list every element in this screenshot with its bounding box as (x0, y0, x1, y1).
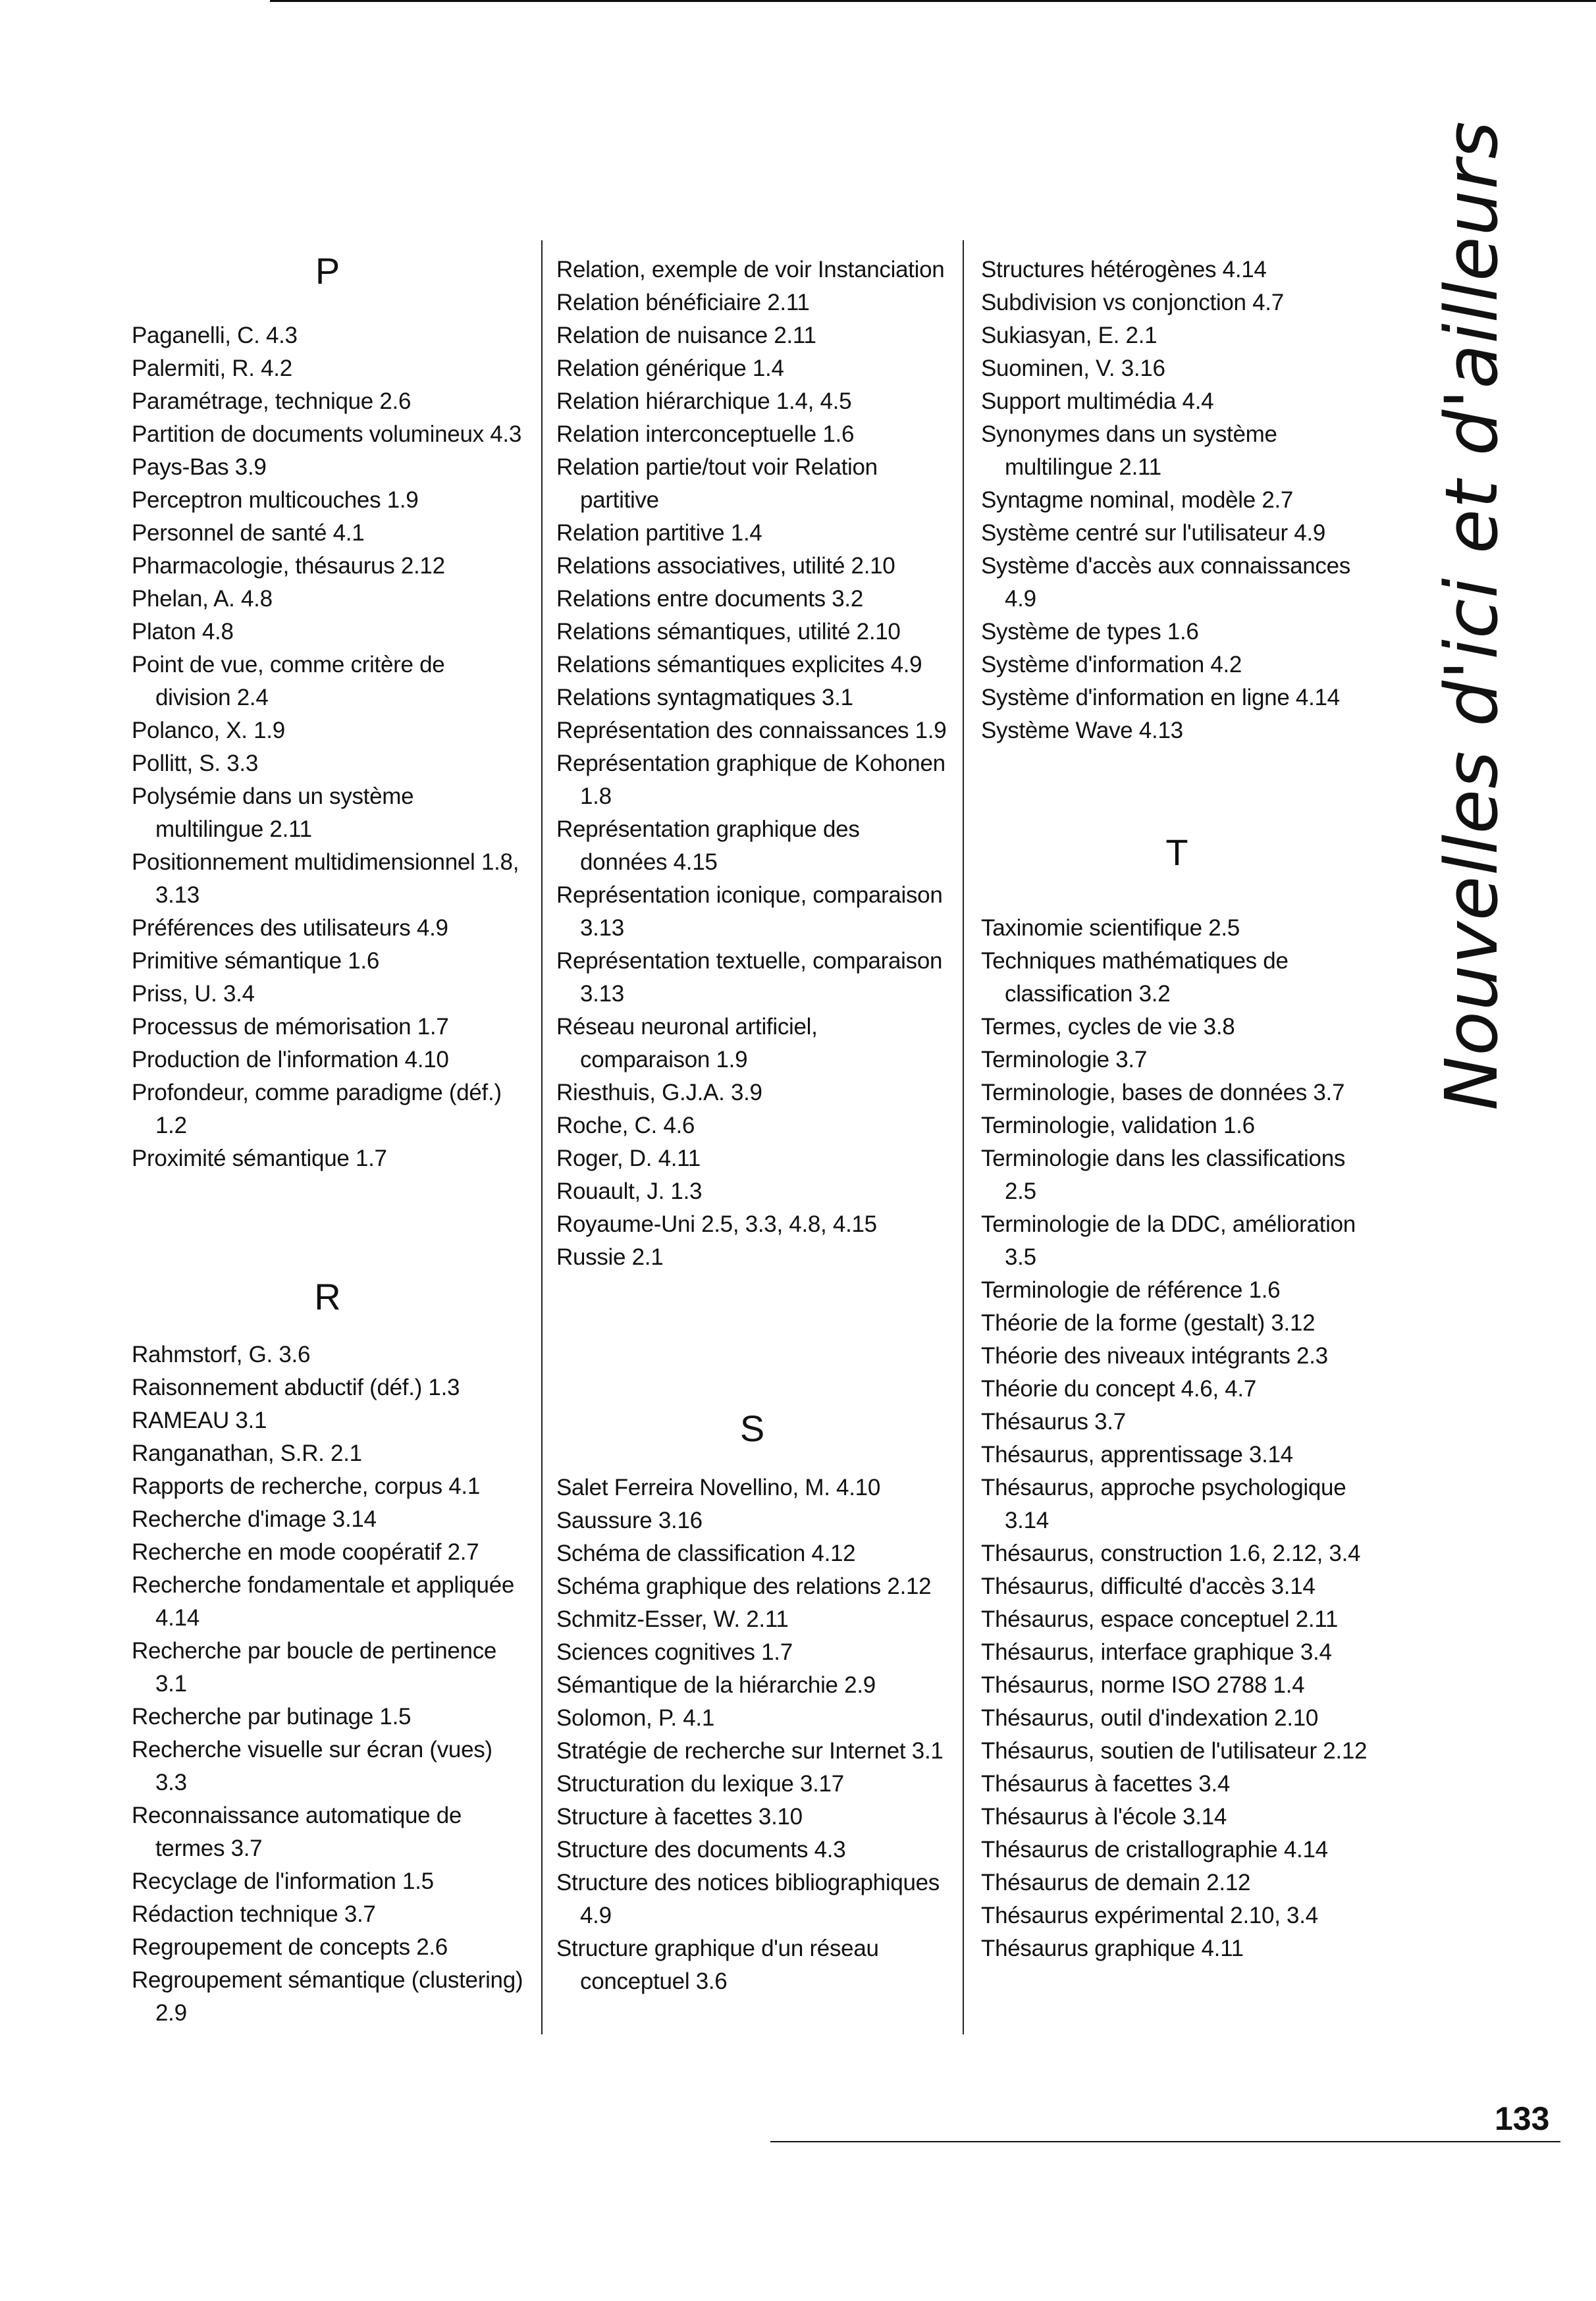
index-entry: Sémantique de la hiérarchie 2.9 (556, 1672, 876, 1698)
index-entry: Thésaurus de cristallographie 4.14 (981, 1837, 1328, 1863)
entries-s-continued (981, 253, 1373, 747)
column-divider-left (541, 240, 543, 2034)
index-entry: Thésaurus 3.7 (981, 1409, 1126, 1435)
index-entry: Relations entre documents 3.2 (556, 586, 864, 612)
section-letter-r: R (314, 1276, 341, 1317)
index-entry: Techniques mathématiques de classification 3.2 (981, 948, 1289, 1007)
index-entry: Priss, U. 3.4 (132, 981, 255, 1007)
index-entry: Relation, exemple de voir Instanciation (556, 257, 945, 282)
index-entry: Paganelli, C. 4.3 (132, 323, 298, 348)
index-entry: Théorie de la forme (gestalt) 3.12 (981, 1310, 1316, 1336)
index-entry: Relation générique 1.4 (556, 356, 784, 381)
index-entry: Représentation textuelle, comparaison 3.13 (556, 948, 943, 1007)
index-entry: Ranganathan, S.R. 2.1 (132, 1441, 362, 1466)
index-entry: Proximité sémantique 1.7 (132, 1146, 387, 1171)
index-entry: Syntagme nominal, modèle 2.7 (981, 487, 1294, 513)
index-entry: Structure des documents 4.3 (556, 1837, 846, 1863)
index-entry: Système centré sur l'utilisateur 4.9 (981, 520, 1326, 546)
index-entry: Raisonnement abductif (déf.) 1.3 (132, 1375, 460, 1400)
index-entry: Thésaurus à facettes 3.4 (981, 1771, 1231, 1797)
index-entry: Taxinomie scientifique 2.5 (981, 915, 1240, 941)
index-entry: Relations syntagmatiques 3.1 (556, 685, 853, 710)
index-entry: Polysémie dans un système multilingue 2.11 (132, 783, 414, 842)
index-entry: Structure graphique d'un réseau conceptuel 3.6 (556, 1936, 879, 1994)
index-entry: Schmitz-Esser, W. 2.11 (556, 1606, 789, 1632)
index-entry: Représentation graphique de Kohonen 1.8 (556, 751, 945, 809)
index-entry: Système Wave 4.13 (981, 718, 1183, 743)
index-entry: Système d'accès aux connaissances 4.9 (981, 553, 1350, 612)
index-entry: Thésaurus, norme ISO 2788 1.4 (981, 1672, 1305, 1698)
index-entry: Thésaurus, approche psychologique 3.14 (981, 1475, 1346, 1533)
index-entry: Représentation des connaissances 1.9 (556, 718, 947, 743)
index-entry: Thésaurus, outil d'indexation 2.10 (981, 1705, 1319, 1731)
index-entry: Schéma de classification 4.12 (556, 1541, 856, 1566)
index-entry: Système d'information 4.2 (981, 652, 1242, 677)
index-entry: Terminologie, validation 1.6 (981, 1113, 1255, 1138)
index-entry: Recherche par butinage 1.5 (132, 1704, 412, 1730)
index-entry: Positionnement multidimensionnel 1.8, 3.13 (132, 849, 519, 908)
index-entry: Royaume-Uni 2.5, 3.3, 4.8, 4.15 (556, 1211, 877, 1237)
index-entry: Structure à facettes 3.10 (556, 1804, 803, 1830)
running-title (1416, 120, 1528, 1111)
index-entry: Relation hiérarchique 1.4, 4.5 (556, 388, 852, 414)
index-entry: Stratégie de recherche sur Internet 3.1 (556, 1738, 944, 1764)
bottom-rule (770, 2141, 1560, 2142)
index-entry: Rédaction technique 3.7 (132, 1901, 376, 1927)
top-rule (270, 0, 1596, 2)
index-entry: Paramétrage, technique 2.6 (132, 388, 412, 414)
index-entry: Relations associatives, utilité 2.10 (556, 553, 895, 579)
index-entry: Processus de mémorisation 1.7 (132, 1014, 449, 1040)
index-entry: Personnel de santé 4.1 (132, 520, 365, 546)
index-entry: Profondeur, comme paradigme (déf.) 1.2 (132, 1080, 502, 1138)
index-entry: Point de vue, comme critère de division 2.4 (132, 652, 445, 710)
index-entry: Polanco, X. 1.9 (132, 718, 285, 743)
index-entry: Thésaurus expérimental 2.10, 3.4 (981, 1903, 1318, 1928)
index-entry: Synonymes dans un système multilingue 2.11 (981, 421, 1277, 480)
index-entry: Structure des notices bibliographiques 4.9 (556, 1870, 940, 1928)
index-entry: Schéma graphique des relations 2.12 (556, 1574, 932, 1599)
entries-r-continued (556, 253, 948, 1274)
index-entry: RAMEAU 3.1 (132, 1408, 267, 1433)
index-entry: Solomon, P. 4.1 (556, 1705, 715, 1731)
index-entry: Thésaurus, apprentissage 3.14 (981, 1442, 1293, 1468)
index-entry: Reconnaissance automatique de termes 3.7 (132, 1803, 462, 1861)
index-entry: Roger, D. 4.11 (556, 1146, 701, 1171)
index-entry: Partition de documents volumineux 4.3 (132, 421, 522, 447)
index-entry: Relations sémantiques, utilité 2.10 (556, 619, 901, 645)
index-entry: Sukiasyan, E. 2.1 (981, 323, 1157, 348)
index-entry: Salet Ferreira Novellino, M. 4.10 (556, 1475, 880, 1500)
index-entry: Russie 2.1 (556, 1244, 664, 1270)
index-entry: Structuration du lexique 3.17 (556, 1771, 844, 1797)
index-entry: Pollitt, S. 3.3 (132, 751, 258, 776)
index-entry: Recherche d'image 3.14 (132, 1506, 377, 1532)
index-entry: Pays-Bas 3.9 (132, 454, 267, 480)
index-entry: Rouault, J. 1.3 (556, 1178, 703, 1204)
index-entry: Recherche par boucle de pertinence 3.1 (132, 1638, 497, 1697)
index-entry: Système d'information en ligne 4.14 (981, 685, 1340, 710)
index-entry: Théorie des niveaux intégrants 2.3 (981, 1343, 1328, 1369)
index-entry: Recherche visuelle sur écran (vues) 3.3 (132, 1737, 492, 1795)
index-entry: Terminologie de référence 1.6 (981, 1277, 1281, 1303)
entries-s (556, 1471, 948, 1998)
index-entry: Recyclage de l'information 1.5 (132, 1868, 434, 1894)
index-entry: Regroupement sémantique (clustering) 2.9 (132, 1967, 523, 2026)
index-entry: Thésaurus, construction 1.6, 2.12, 3.4 (981, 1541, 1361, 1566)
index-entry: Thésaurus graphique 4.11 (981, 1936, 1244, 1961)
index-entry: Riesthuis, G.J.A. 3.9 (556, 1080, 762, 1105)
index-entry: Relation partie/tout voir Relation partitive (556, 454, 878, 513)
index-entry: Rahmstorf, G. 3.6 (132, 1342, 311, 1367)
index-entry: Relation interconceptuelle 1.6 (556, 421, 855, 447)
index-entry: Perceptron multicouches 1.9 (132, 487, 419, 513)
entries-t (981, 912, 1373, 1965)
page-number: 133 (1495, 2100, 1550, 2137)
index-entry: Platon 4.8 (132, 619, 234, 645)
index-entry: Thésaurus, interface graphique 3.4 (981, 1639, 1332, 1665)
index-entry: Théorie du concept 4.6, 4.7 (981, 1376, 1257, 1402)
index-entry: Relation partitive 1.4 (556, 520, 762, 546)
index-entry: Pharmacologie, thésaurus 2.12 (132, 553, 445, 579)
index-entry: Représentation iconique, comparaison 3.13 (556, 882, 943, 941)
index-entry: Relations sémantiques explicites 4.9 (556, 652, 922, 677)
index-entry: Saussure 3.16 (556, 1508, 703, 1533)
index-entry: Termes, cycles de vie 3.8 (981, 1014, 1235, 1040)
index-entry: Roche, C. 4.6 (556, 1113, 695, 1138)
index-entry: Thésaurus de demain 2.12 (981, 1870, 1251, 1895)
index-entry: Rapports de recherche, corpus 4.1 (132, 1473, 481, 1499)
index-entry: Thésaurus, soutien de l'utilisateur 2.12 (981, 1738, 1368, 1764)
index-entry: Terminologie 3.7 (981, 1047, 1148, 1072)
index-entry: Recherche fondamentale et appliquée 4.14 (132, 1572, 515, 1631)
index-entry: Relation de nuisance 2.11 (556, 323, 816, 348)
index-entry: Sciences cognitives 1.7 (556, 1639, 793, 1665)
index-entry: Réseau neuronal artificiel, comparaison 1.9 (556, 1014, 818, 1072)
index-entry: Thésaurus, espace conceptuel 2.11 (981, 1606, 1339, 1632)
index-entry: Représentation graphique des données 4.15 (556, 816, 860, 875)
section-letter-s: S (739, 1408, 765, 1449)
index-entry: Subdivision vs conjonction 4.7 (981, 290, 1284, 315)
index-entry: Support multimédia 4.4 (981, 388, 1214, 414)
index-entry: Production de l'information 4.10 (132, 1047, 449, 1072)
index-entry: Structures hétérogènes 4.14 (981, 257, 1267, 282)
index-entry: Primitive sémantique 1.6 (132, 948, 380, 974)
index-entry: Suominen, V. 3.16 (981, 356, 1165, 381)
entries-p (132, 319, 523, 1175)
index-entry: Système de types 1.6 (981, 619, 1199, 645)
index-entry: Thésaurus, difficulté d'accès 3.14 (981, 1574, 1316, 1599)
index-entry: Regroupement de concepts 2.6 (132, 1934, 448, 1960)
index-entry: Thésaurus à l'école 3.14 (981, 1804, 1227, 1830)
section-letter-t: T (1165, 832, 1188, 873)
index-entry: Phelan, A. 4.8 (132, 586, 273, 612)
column-divider-right (963, 240, 964, 2034)
index-entry: Terminologie de la DDC, amélioration 3.5 (981, 1211, 1356, 1270)
entries-r (132, 1338, 523, 2030)
index-entry: Palermiti, R. 4.2 (132, 356, 292, 381)
index-entry: Terminologie, bases de données 3.7 (981, 1080, 1345, 1105)
index-entry: Terminologie dans les classifications 2.5 (981, 1146, 1346, 1204)
section-letter-p: P (315, 250, 340, 292)
index-entry: Relation bénéficiaire 2.11 (556, 290, 810, 315)
index-entry: Recherche en mode coopératif 2.7 (132, 1539, 479, 1565)
running-title-text: Nouvelles d'ici et d'ailleurs (1429, 120, 1514, 1111)
index-entry: Préférences des utilisateurs 4.9 (132, 915, 448, 941)
